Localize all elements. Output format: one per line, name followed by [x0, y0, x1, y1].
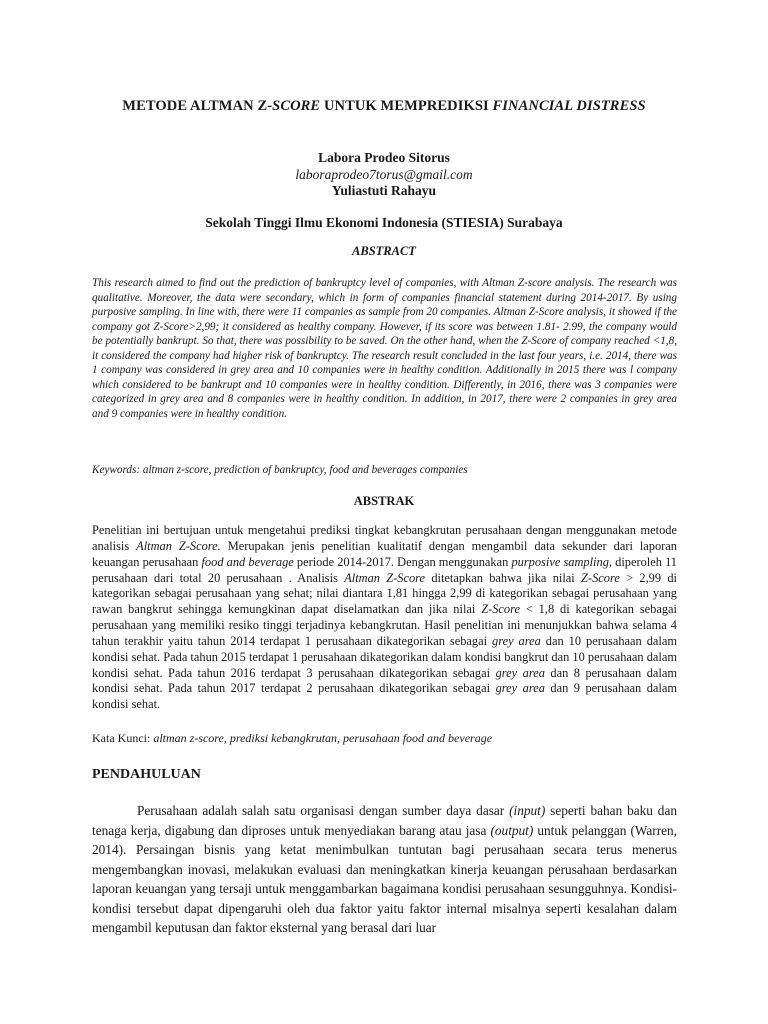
paper-title — [0, 98, 768, 115]
title-part-2: SCORE — [272, 98, 321, 114]
intro-seg-italic: (input) — [509, 803, 546, 818]
abstrak-seg: Merupakan jenis penelitian kualitatif dengan mengambil data sekunder dari laporan keuangan perusahaan — [92, 538, 677, 569]
abstrak-seg-italic: grey area — [495, 665, 545, 680]
abstrak-keywords — [92, 731, 677, 746]
title-part-3: UNTUK MEMPREDIKSI — [320, 98, 493, 114]
abstrak-text — [92, 523, 677, 713]
kata-kunci-label: Kata Kunci: — [92, 731, 154, 745]
abstrak-seg-italic: grey area — [492, 633, 541, 648]
intro-seg-italic: (output) — [490, 822, 534, 838]
abstrak-seg-italic: grey area — [495, 681, 545, 696]
abstrak-seg-italic: Z-Score — [581, 570, 620, 585]
title-part-1: METODE ALTMAN Z- — [122, 98, 273, 114]
intro-seg: Perusahaan adalah salah satu organisasi dengan sumber daya dasar — [137, 803, 510, 818]
kata-kunci-text: altman z-score, prediksi kebangkrutan, perusahaan food and beverage — [153, 731, 493, 745]
abstrak-seg: dan 10 perusahaan dalam kondisi sehat. Pada tahun 2015 terdapat 1 perusahaan dikategorikan dalam kondisi bangkrut dan 10 perusahaan dalam kondisi sehat. Pada tahun 2016 terdapat 3 perusahaan dikategorikan sebagai — [92, 633, 678, 680]
intro-paragraph — [92, 801, 677, 938]
abstrak-seg: diperoleh 11 perusahaan dari total 20 perusahaan . Analisis — [92, 554, 677, 585]
abstrak-seg-italic: Z-Score — [481, 602, 520, 617]
abstrak-seg: Penelitian ini bertujuan untuk mengetahui prediksi tingkat kebangkrutan perusahaan dengan menggunakan metode analisis — [92, 523, 677, 553]
abstract-keywords: Keywords: altman z-score, prediction of bankruptcy, food and beverages companies — [92, 464, 468, 476]
author-2-name: Yuliastuti Rahayu — [331, 183, 437, 198]
abstract-text: This research aimed to find out the prediction of bankruptcy level of companies, with Altman Z-score analysis. The research was qualitative. Moreover, the data were secondary, which in form of companies financial statement during 2014-2017. By using purposive sampling. In line with, there were 11 companies as sample from 20 companies. Altman Z-Score analysis, it showed if the company got Z-Score>2,99; it considered as healthy company. However, if its score was between 1.81- 2.99, the company would be potentially bankrupt. So that, there was possibility to be saved. On the other hand, when the Z-Score of company reached <1,8, it considered the company had higher risk of bankruptcy. The research result concluded in the last four years, i.e. 2014, there was 1 company was considered in grey area and 10 companies were in healthy condition. Additionally in 2015 there was l company which considered to be bankrupt and 10 companies were in healthy condition. Differently, in 2016, there was 3 companies were categorized in grey area and 8 companies were in healthy condition. In addition, in 2017, there were 2 companies in grey area and 9 companies were in healthy condition. — [92, 277, 677, 420]
title-part-4: FINANCIAL DISTRESS — [492, 98, 646, 114]
abstrak-seg-italic: food and beverage — [201, 554, 294, 569]
abstrak-heading: ABSTRAK — [353, 494, 415, 508]
abstrak-seg: dan 9 perusahaan dalam kondisi sehat. — [92, 681, 677, 712]
abstrak-seg-italic: purposive sampling, — [511, 554, 612, 569]
author-block — [0, 150, 768, 200]
abstrak-seg: periode 2014-2017. Dengan menggunakan — [293, 554, 512, 569]
intro-seg: untuk pelanggan (Warren, 2014). Persaingan bisnis yang ketat menimbulkan tuntutan bagi perusahaan secara terus menerus mengembangkan inovasi, melakukan evaluasi dan meningkatkan kinerja keuangan perusahaan berdasarkan laporan keuangan yang tersaji untuk menggambarkan bagaimana kondisi perusahaan sesungguhnya. Kondisi-kondisi tersebut dapat dipengaruhi oleh dua faktor yaitu faktor internal misalnya seperti kesalahan dalam mengambil keputusan dan faktor eksternal yang berasal dari luar — [92, 822, 677, 935]
abstrak-seg-italic: Altman Z-Score — [344, 570, 426, 585]
affiliation: Sekolah Tinggi Ilmu Ekonomi Indonesia (STIESIA) Surabaya — [205, 215, 563, 230]
abstrak-seg-italic: Altman Z-Score. — [136, 538, 221, 553]
abstract-heading: ABSTRACT — [352, 244, 416, 258]
abstrak-seg: dan 8 perusahaan dalam kondisi sehat. Pada tahun 2017 terdapat 2 perusahaan dikategorikan sebagai — [92, 665, 677, 696]
author-1-name: Labora Prodeo Sitorus — [318, 150, 450, 165]
abstrak-seg: ditetapkan bahwa jika nilai — [425, 570, 582, 585]
intro-seg: seperti bahan baku dan tenaga kerja, digabung dan diproses untuk menyediakan barang atau jasa — [92, 803, 677, 838]
abstrak-seg: > 2,99 di kategorikan sebagai perusahaan yang sehat; nilai diantara 1,81 hingga 2,99 di kategorikan sebagai perusahaan yang rawan bangkrut sehingga kemungkinan dapat diselamatkan dan jika nilai — [92, 570, 678, 617]
abstrak-seg: < 1,8 di kategorikan sebagai perusahaan yang memiliki resiko tinggi terjadinya kebangkrutan. Hasil penelitian ini menunjukkan bahwa selama 4 tahun terakhir yaitu tahun 2014 terdapat 1 perusahaan dikategorikan sebagai — [92, 602, 677, 648]
section-heading-pendahuluan: PENDAHULUAN — [92, 767, 201, 782]
author-email: laboraprodeo7torus@gmail.com — [295, 166, 473, 182]
